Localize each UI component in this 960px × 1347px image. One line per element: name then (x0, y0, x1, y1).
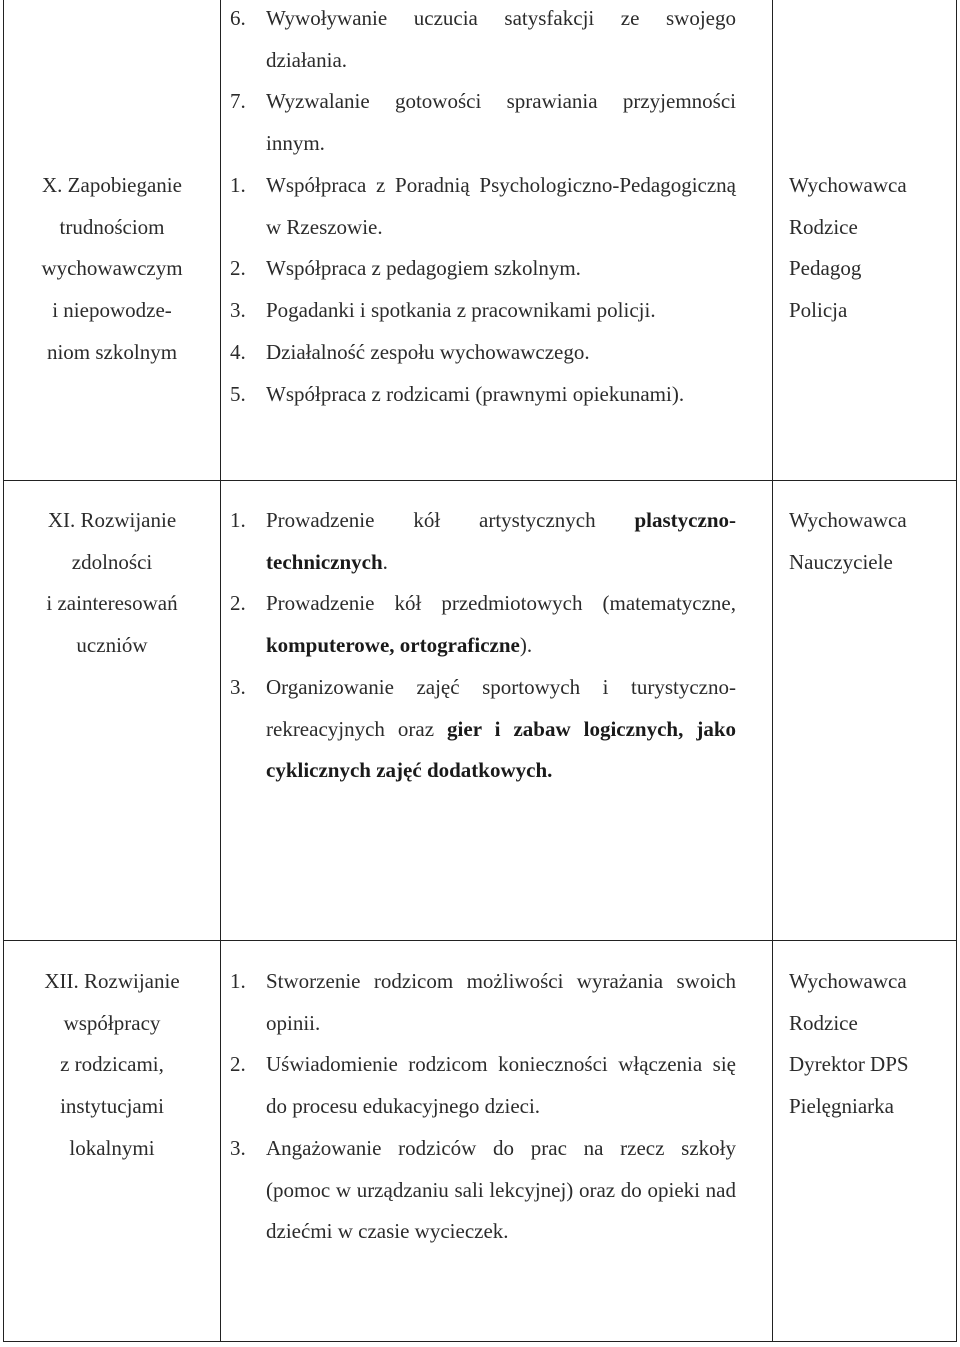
list-item: 1. Stworzenie rodzicom możliwości wyrażania swoich opinii. (230, 969, 736, 1035)
row-3-responsible (789, 961, 949, 1128)
area-line: współpracy (63, 1010, 161, 1035)
list-item: 3. Angażowanie rodziców do prac na rzecz szkoły (pomoc w urządzaniu sali lekcyjnej) oraz do opieki nad dziećmi w czasie wycieczek. (230, 1135, 736, 1244)
area-line: uczniów (76, 633, 148, 658)
row-2-activities (230, 500, 736, 792)
area-line: instytucjami (60, 1094, 164, 1119)
responsible-person: Rodzice (789, 1010, 858, 1035)
area-line: X. Zapobieganie (42, 173, 182, 197)
area-line: XII. Rozwijanie (44, 969, 180, 993)
list-item: 2. Uświadomienie rodzicom konieczności włączenia się do procesu edukacyjnego dzieci. (230, 1052, 736, 1119)
responsible-person: Dyrektor DPS (789, 1052, 909, 1077)
area-line: i zainteresowań (46, 591, 178, 616)
responsible-person: Pedagog (789, 256, 862, 281)
list-item: 7. Wyzwalanie gotowości sprawiania przyjemności innym. (230, 89, 736, 156)
responsible-person: Wychowawca (789, 173, 907, 197)
list-item: 1. Współpraca z Poradnią Psychologiczno-Pedagogiczną w Rzeszowie. (230, 173, 736, 239)
responsible-person: Wychowawca (789, 508, 907, 532)
responsible-person: Nauczyciele (789, 549, 893, 574)
area-line: XI. Rozwijanie (47, 508, 177, 532)
row-0-activities (230, 0, 736, 165)
column-divider (772, 0, 773, 1341)
row-3-activities (230, 961, 736, 1253)
area-line: trudnościom (59, 214, 165, 239)
row-1-responsible (789, 165, 949, 332)
area-line: z rodzicami, (60, 1052, 164, 1077)
row-1-activities (230, 165, 736, 415)
row-divider (4, 940, 956, 941)
area-line: wychowawczym (41, 256, 183, 281)
area-line: niom szkolnym (46, 339, 178, 364)
list-item: 3. Pogadanki i spotkania z pracownikami policji. (230, 298, 656, 323)
area-line: i niepowodze- (52, 298, 172, 323)
list-item: 6. Wywoływanie uczucia satysfakcji ze swojego działania. (230, 6, 736, 72)
plan-table (3, 0, 957, 1342)
responsible-person: Pielęgniarka (789, 1094, 894, 1119)
list-item: 2. Współpraca z pedagogiem szkolnym. (230, 256, 581, 281)
row-2-responsible (789, 500, 949, 583)
list-item: 3. Organizowanie zajęć sportowych i turystyczno- rekreacyjnych oraz gier i zabaw logicznych, jako cyklicznych zajęć dodatkowych. (230, 674, 737, 783)
row-1-area (14, 165, 210, 374)
row-3-area (14, 961, 210, 1170)
list-item: 1. Prowadzenie kół artystycznych plastyczno-technicznych. (230, 508, 736, 574)
row-2-area (14, 500, 210, 667)
responsible-person: Policja (789, 298, 848, 323)
row-divider (4, 480, 956, 481)
list-item: 4. Działalność zespołu wychowawczego. (230, 339, 590, 364)
responsible-person: Rodzice (789, 214, 858, 239)
responsible-person: Wychowawca (789, 969, 907, 993)
area-line: lokalnymi (69, 1135, 155, 1160)
list-item: 5. Współpraca z rodzicami (prawnymi opiekunami). (230, 381, 685, 406)
area-line: zdolności (71, 549, 153, 574)
list-item: 2. Prowadzenie kół przedmiotowych (matematyczne, komputerowe, ortograficzne). (230, 591, 736, 658)
column-divider (220, 0, 221, 1341)
